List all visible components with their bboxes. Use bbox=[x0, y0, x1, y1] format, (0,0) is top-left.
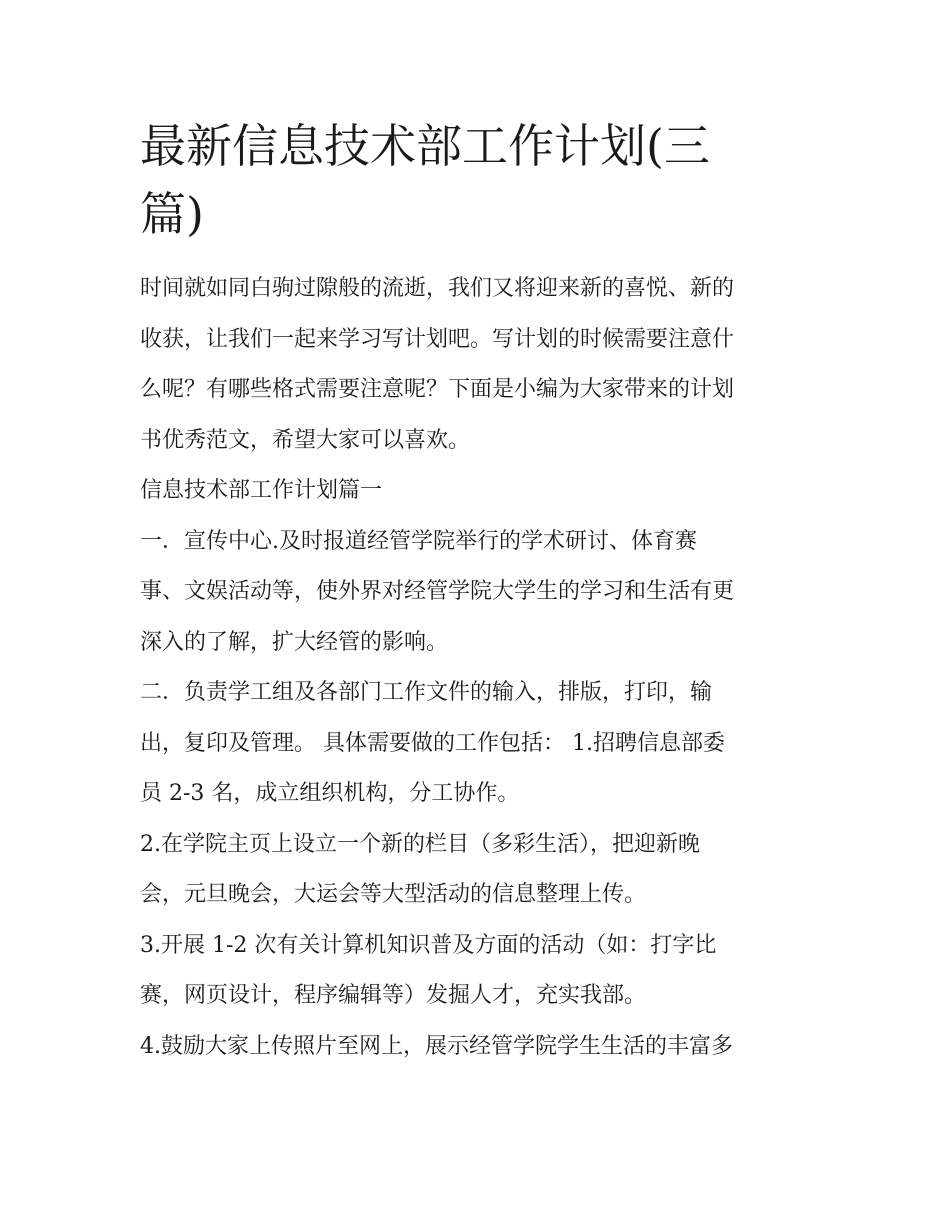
text-line: 赛，网页设计，程序编辑等）发掘人才，充实我部。 bbox=[140, 983, 647, 1008]
text-line: 员 2-3 名，成立组织机构，分工协作。 bbox=[140, 781, 520, 806]
title-line: 篇) bbox=[140, 187, 204, 241]
numbered-item-4 bbox=[140, 1022, 815, 1073]
text-line: 3.开展 1-2 次有关计算机知识普及方面的活动（如：打字比 bbox=[140, 932, 717, 958]
item-one-paragraph bbox=[140, 517, 815, 669]
item-two-paragraph bbox=[140, 668, 815, 820]
text-line: 4.鼓励大家上传照片至网上，展示经管学院学生生活的丰富多 bbox=[140, 1033, 733, 1059]
text-line: 事、文娱活动等，使外界对经管学院大学生的学习和生活有更 bbox=[140, 579, 735, 604]
text-line: 么呢？有哪些格式需要注意呢？下面是小编为大家带来的计划 bbox=[140, 377, 735, 402]
document-body bbox=[140, 112, 815, 1072]
document-title bbox=[140, 112, 815, 248]
section-heading bbox=[140, 466, 815, 517]
text-line: 2.在学院主页上设立一个新的栏目（多彩生活），把迎新晚 bbox=[140, 831, 700, 857]
text-line: 会，元旦晚会，大运会等大型活动的信息整理上传。 bbox=[140, 882, 647, 907]
text-line: 时间就如同白驹过隙般的流逝，我们又将迎来新的喜悦、新的 bbox=[140, 276, 735, 301]
title-line: 最新信息技术部工作计划(三 bbox=[140, 119, 710, 173]
text-line: 收获，让我们一起来学习写计划吧。写计划的时候需要注意什 bbox=[140, 326, 735, 352]
text-line: 深入的了解，扩大经管的影响。 bbox=[140, 629, 449, 655]
intro-paragraph bbox=[140, 264, 815, 466]
text-line: 二．负责学工组及各部门工作文件的输入，排版，打印，输 bbox=[140, 680, 713, 705]
numbered-item-2 bbox=[140, 820, 815, 921]
text-line: 书优秀范文，希望大家可以喜欢。 bbox=[140, 427, 471, 453]
text-line: 一．宣传中心.及时报道经管学院举行的学术研讨、体育赛 bbox=[140, 528, 697, 554]
text-line: 信息技术部工作计划篇一 bbox=[140, 478, 383, 503]
numbered-item-3 bbox=[140, 921, 815, 1022]
text-line: 出，复印及管理。 具体需要做的工作包括： 1.招聘信息部委 bbox=[140, 730, 725, 756]
